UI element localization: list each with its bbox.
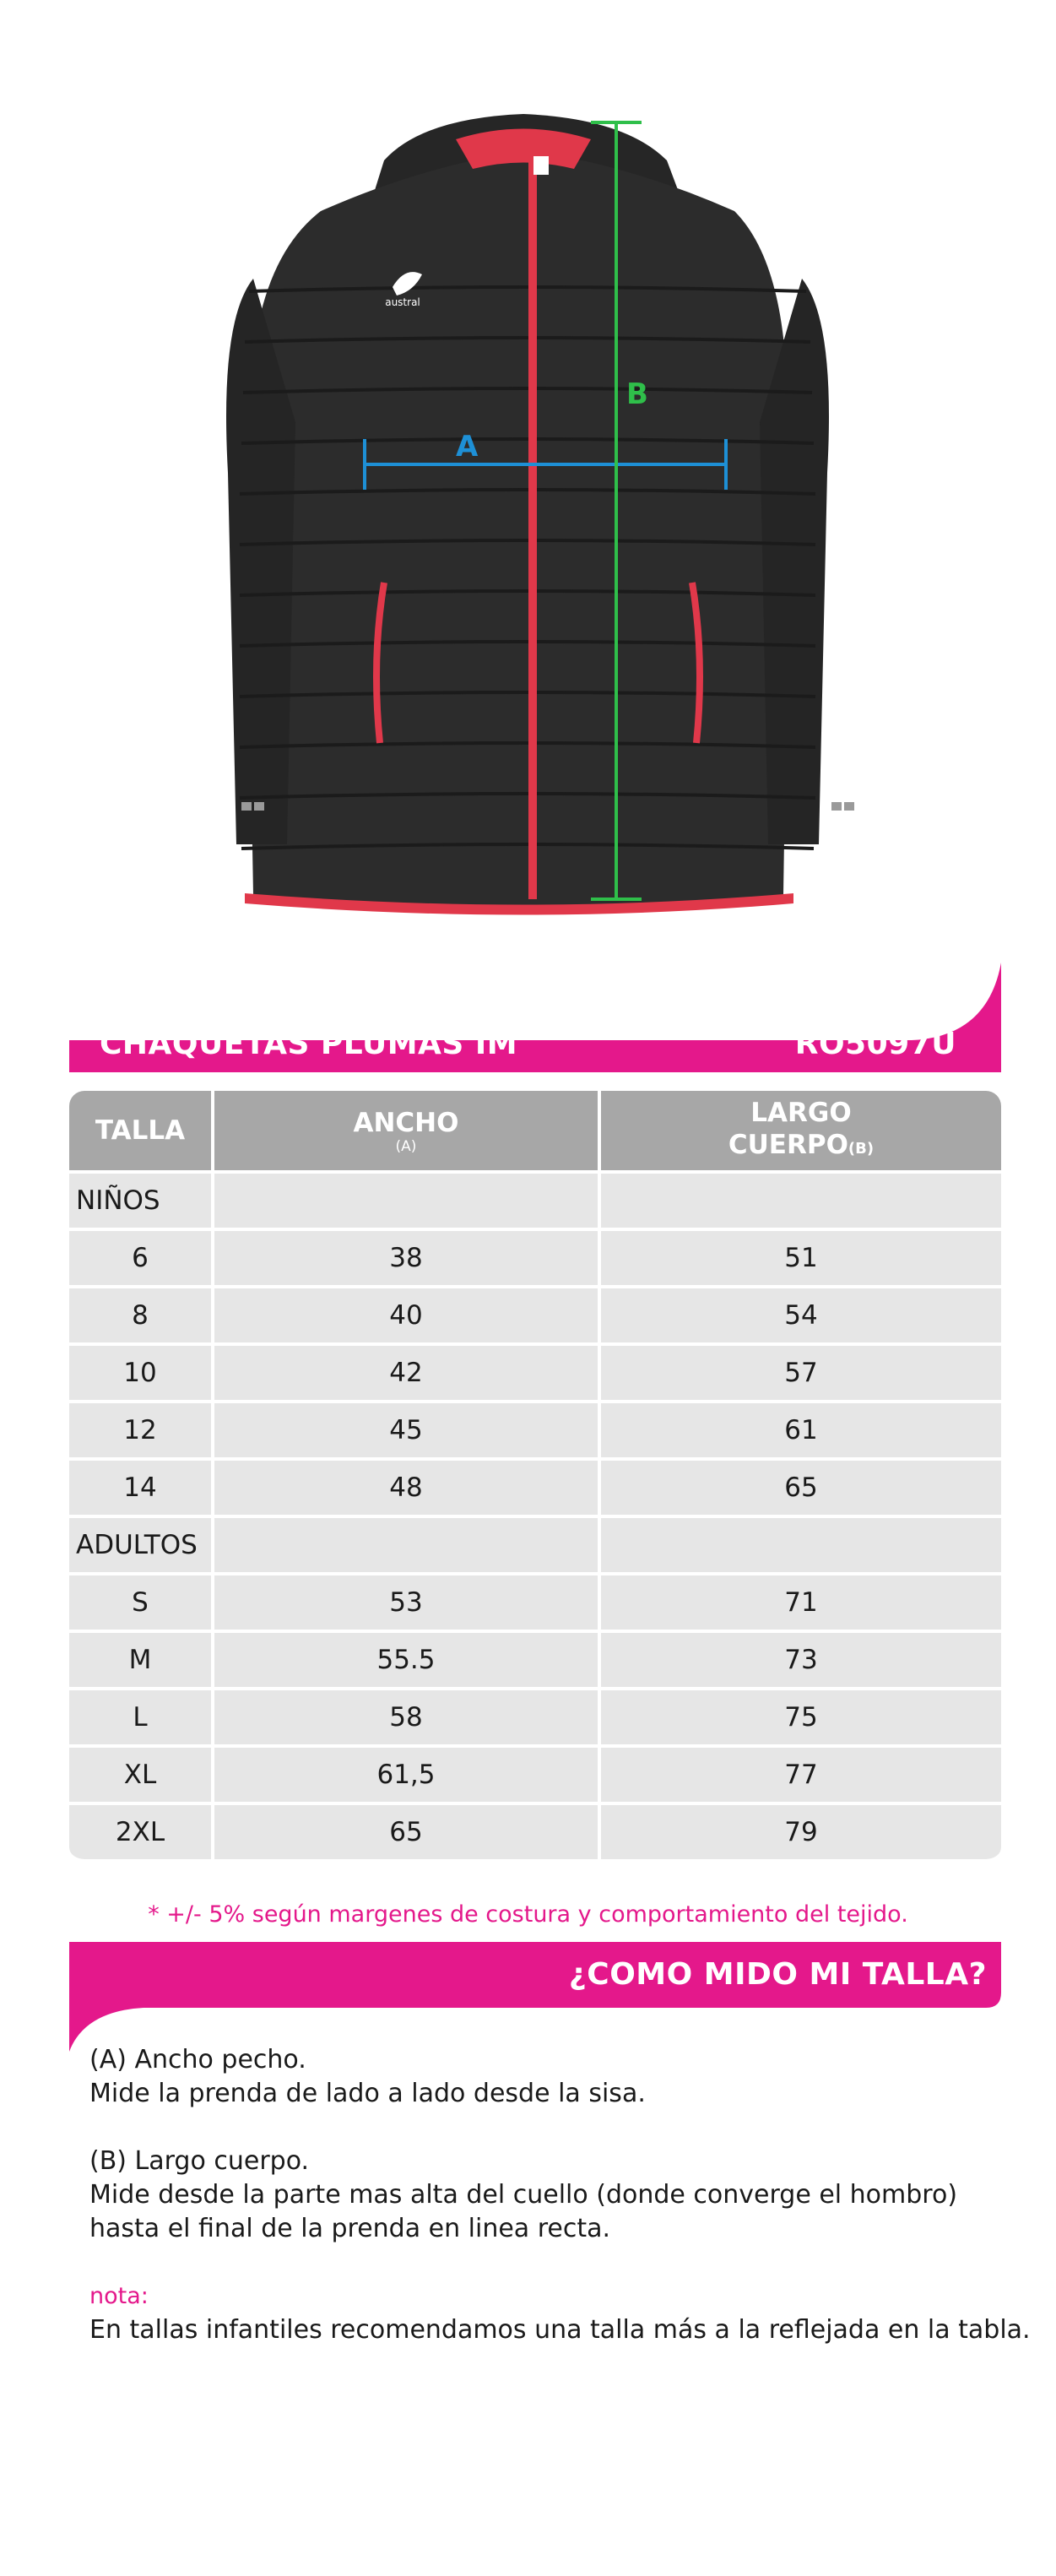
- ancho-cell: 55.5: [214, 1633, 601, 1690]
- header-largo-label-1: LARGO: [750, 1097, 852, 1128]
- table-row: [69, 1231, 1001, 1288]
- ancho-cell: 40: [214, 1288, 601, 1346]
- empty-cell: [601, 1174, 1001, 1231]
- talla-cell: 2XL: [69, 1805, 214, 1863]
- ancho-cell: 65: [214, 1805, 601, 1863]
- talla-cell: 10: [69, 1346, 214, 1403]
- ancho-cell: 48: [214, 1461, 601, 1518]
- ancho-cell: 58: [214, 1690, 601, 1748]
- header-ancho-sub: (A): [395, 1138, 417, 1155]
- table-row: [69, 1633, 1001, 1690]
- measure-a-label: A: [456, 430, 479, 464]
- largo-cell: 77: [601, 1748, 1001, 1805]
- table-row: [69, 1690, 1001, 1748]
- table-row: [69, 1461, 1001, 1518]
- measure-b-text-2: hasta el final de la prenda en linea recta.: [89, 2214, 611, 2243]
- group-label: NIÑOS: [69, 1174, 214, 1231]
- talla-cell: 6: [69, 1231, 214, 1288]
- ancho-cell: 45: [214, 1403, 601, 1461]
- nota-text: En tallas infantiles recomendamos una talla más a la reflejada en la tabla.: [89, 2315, 1031, 2345]
- brand-mark: austral: [385, 296, 420, 308]
- header-largo-label-2: CUERPO: [728, 1129, 848, 1160]
- header-ancho: [214, 1091, 601, 1174]
- talla-cell: 14: [69, 1461, 214, 1518]
- largo-cell: 73: [601, 1633, 1001, 1690]
- talla-cell: S: [69, 1575, 214, 1633]
- table-row: [69, 1346, 1001, 1403]
- nota-label: nota:: [89, 2283, 149, 2309]
- largo-cell: 57: [601, 1346, 1001, 1403]
- largo-cell: 54: [601, 1288, 1001, 1346]
- table-row: [69, 1575, 1001, 1633]
- measure-a-text: Mide la prenda de lado a lado desde la sisa.: [89, 2079, 646, 2108]
- largo-cell: 51: [601, 1231, 1001, 1288]
- jacket-illustration: [0, 0, 1056, 929]
- zipper: [528, 156, 537, 899]
- table-row: [69, 1288, 1001, 1346]
- howto-title: ¿COMO MIDO MI TALLA?: [568, 1957, 987, 1992]
- header-talla: [69, 1091, 214, 1174]
- howto-banner: [0, 1942, 1056, 2052]
- measure-b-title: (B) Largo cuerpo.: [89, 2146, 310, 2176]
- largo-cell: 75: [601, 1690, 1001, 1748]
- product-code: RO5097U: [794, 1027, 956, 1061]
- talla-cell: M: [69, 1633, 214, 1690]
- talla-cell: 12: [69, 1403, 214, 1461]
- empty-cell: [214, 1174, 601, 1231]
- empty-cell: [601, 1518, 1001, 1575]
- group-row-adultos: [69, 1518, 1001, 1575]
- product-title: CHAQUETAS PLUMAS IM: [100, 1027, 518, 1061]
- table-row: [69, 1805, 1001, 1863]
- talla-cell: 8: [69, 1288, 214, 1346]
- measure-b-text-1: Mide desde la parte mas alta del cuello (donde converge el hombro): [89, 2180, 958, 2210]
- header-largo: [601, 1091, 1001, 1174]
- ancho-cell: 38: [214, 1231, 601, 1288]
- measure-a-title: (A) Ancho pecho.: [89, 2045, 306, 2074]
- table-row: [69, 1748, 1001, 1805]
- group-label: ADULTOS: [69, 1518, 214, 1575]
- ancho-cell: 53: [214, 1575, 601, 1633]
- group-row-ninos: [69, 1174, 1001, 1231]
- header-largo-sub: (B): [848, 1139, 875, 1158]
- ancho-cell: 61,5: [214, 1748, 601, 1805]
- empty-cell: [214, 1518, 601, 1575]
- largo-cell: 79: [601, 1805, 1001, 1863]
- table-row: [69, 1403, 1001, 1461]
- tolerance-footnote: * +/- 5% según margenes de costura y comportamiento del tejido.: [148, 1901, 908, 1928]
- largo-cell: 71: [601, 1575, 1001, 1633]
- talla-cell: XL: [69, 1748, 214, 1805]
- ancho-cell: 42: [214, 1346, 601, 1403]
- table-header: [69, 1091, 1001, 1174]
- measure-b-label: B: [626, 377, 648, 411]
- size-table: [69, 1091, 1001, 1863]
- header-talla-label: TALLA: [95, 1115, 186, 1146]
- product-banner: [0, 963, 1056, 1072]
- largo-cell: 65: [601, 1461, 1001, 1518]
- header-ancho-label: ANCHO: [353, 1108, 459, 1138]
- largo-cell: 61: [601, 1403, 1001, 1461]
- measure-instructions: [89, 2043, 1031, 2347]
- talla-cell: L: [69, 1690, 214, 1748]
